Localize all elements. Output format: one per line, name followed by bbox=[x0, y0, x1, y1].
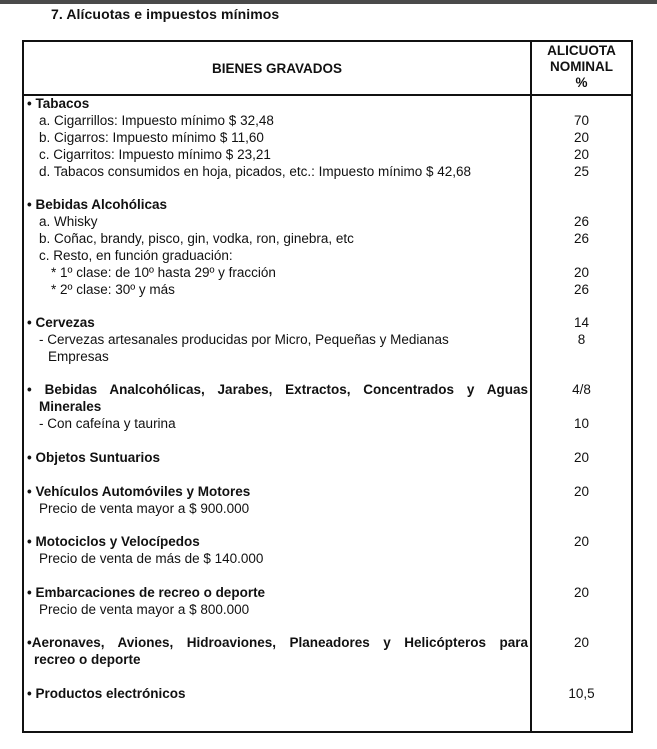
row-electronicos-label: Productos electrónicos bbox=[35, 686, 186, 701]
value-bebidas-c2: 26 bbox=[573, 282, 590, 297]
row-analcoholicas bbox=[27, 381, 528, 398]
value-cervezas: 14 bbox=[573, 315, 590, 330]
row-embarcaciones-label: Embarcaciones de recreo o deporte bbox=[35, 585, 266, 600]
header-bienes-gravados: BIENES GRAVADOS bbox=[211, 60, 343, 76]
value-tabacos-b: 20 bbox=[573, 130, 590, 145]
value-analcoholicas-sub: 10 bbox=[573, 416, 590, 431]
value-tabacos-c: 20 bbox=[573, 147, 590, 162]
row-analcoholicas-label1: Bebidas Analcohólicas, Jarabes, Extractos, Concentrados y Aguas bbox=[44, 382, 528, 397]
header-alicuota-line2: NOMINAL bbox=[550, 59, 613, 74]
row-vehiculos-sub: Precio de venta mayor a $ 900.000 bbox=[39, 501, 250, 516]
row-tabacos-a: a. Cigarrillos: Impuesto mínimo $ 32,48 bbox=[39, 113, 274, 128]
row-bebidas-c2: * 2º clase: 30º y más bbox=[51, 282, 175, 297]
value-analcoholicas: 4/8 bbox=[572, 382, 591, 397]
row-suntuarios-label: Objetos Suntuarios bbox=[35, 450, 160, 465]
row-analcoholicas-sub: - Con cafeína y taurina bbox=[39, 416, 176, 431]
section-heading: 7. Alícuotas e impuestos mínimos bbox=[51, 6, 280, 22]
value-motociclos: 20 bbox=[573, 534, 590, 549]
row-bebidas-b: b. Coñac, brandy, pisco, gin, vodka, ron, ginebra, etc bbox=[39, 231, 354, 246]
value-bebidas-b: 26 bbox=[573, 231, 590, 246]
value-embarcaciones: 20 bbox=[573, 585, 590, 600]
row-motociclos-sub: Precio de venta de más de $ 140.000 bbox=[39, 551, 264, 566]
tax-rate-table bbox=[22, 40, 633, 733]
row-electronicos: • Productos electrónicos bbox=[27, 686, 186, 701]
row-tabacos-d: d. Tabacos consumidos en hoja, picados, etc.: Impuesto mínimo $ 42,68 bbox=[39, 164, 471, 179]
value-aeronaves: 20 bbox=[573, 635, 590, 650]
row-tabacos-label: Tabacos bbox=[35, 96, 90, 111]
row-bebidas-c: c. Resto, en función graduación: bbox=[39, 248, 233, 263]
header-alicuota bbox=[532, 43, 631, 93]
row-aeronaves-label1: Aeronaves, Aviones, Hidroaviones, Planeadores y Helicópteros para bbox=[31, 635, 528, 650]
value-vehiculos: 20 bbox=[573, 484, 590, 499]
header-divider bbox=[24, 94, 631, 96]
row-cervezas-sub1: - Cervezas artesanales producidas por Micro, Pequeñas y Medianas bbox=[39, 332, 449, 347]
row-suntuarios: • Objetos Suntuarios bbox=[27, 450, 160, 465]
header-alicuota-line3: % bbox=[575, 75, 588, 90]
row-embarcaciones-sub: Precio de venta mayor a $ 800.000 bbox=[39, 602, 250, 617]
value-tabacos-a: 70 bbox=[573, 113, 590, 128]
header-alicuota-line1: ALICUOTA bbox=[547, 43, 616, 58]
row-motociclos-label: Motociclos y Velocípedos bbox=[35, 534, 200, 549]
row-bebidas-c1: * 1º clase: de 10º hasta 29º y fracción bbox=[51, 265, 276, 280]
row-analcoholicas-line2: Minerales bbox=[39, 399, 102, 414]
row-tabacos: • Tabacos bbox=[27, 96, 90, 111]
value-bebidas-c1: 20 bbox=[573, 265, 590, 280]
value-tabacos-d: 25 bbox=[573, 164, 590, 179]
row-cervezas-label: Cervezas bbox=[35, 315, 95, 330]
row-aeronaves-line1: •Aeronaves, Aviones, Hidroaviones, Planeadores y Helicópteros para bbox=[27, 635, 528, 650]
value-suntuarios: 20 bbox=[573, 450, 590, 465]
row-tabacos-b: b. Cigarros: Impuesto mínimo $ 11,60 bbox=[39, 130, 264, 145]
row-cervezas: • Cervezas bbox=[27, 315, 95, 330]
row-bebidas-a: a. Whisky bbox=[39, 214, 98, 229]
row-motociclos: • Motociclos y Velocípedos bbox=[27, 534, 200, 549]
row-bebidas-label: Bebidas Alcohólicas bbox=[35, 197, 168, 212]
row-vehiculos: • Vehículos Automóviles y Motores bbox=[27, 484, 251, 499]
row-bebidas-alcoholicas: • Bebidas Alcohólicas bbox=[27, 197, 168, 212]
row-vehiculos-label: Vehículos Automóviles y Motores bbox=[35, 484, 251, 499]
row-cervezas-sub2: Empresas bbox=[48, 349, 109, 364]
row-aeronaves-line2: recreo o deporte bbox=[34, 652, 141, 667]
row-tabacos-c: c. Cigarritos: Impuesto mínimo $ 23,21 bbox=[39, 147, 271, 162]
row-analcoholicas-line1: • Bebidas Analcohólicas, Jarabes, Extractos, Concentrados y Aguas bbox=[27, 382, 528, 397]
value-bebidas-a: 26 bbox=[573, 214, 590, 229]
row-embarcaciones: • Embarcaciones de recreo o deporte bbox=[27, 585, 266, 600]
top-border-bar bbox=[0, 0, 657, 4]
value-electronicos: 10,5 bbox=[568, 686, 595, 701]
value-cervezas-sub: 8 bbox=[577, 332, 586, 347]
row-aeronaves bbox=[27, 634, 528, 651]
